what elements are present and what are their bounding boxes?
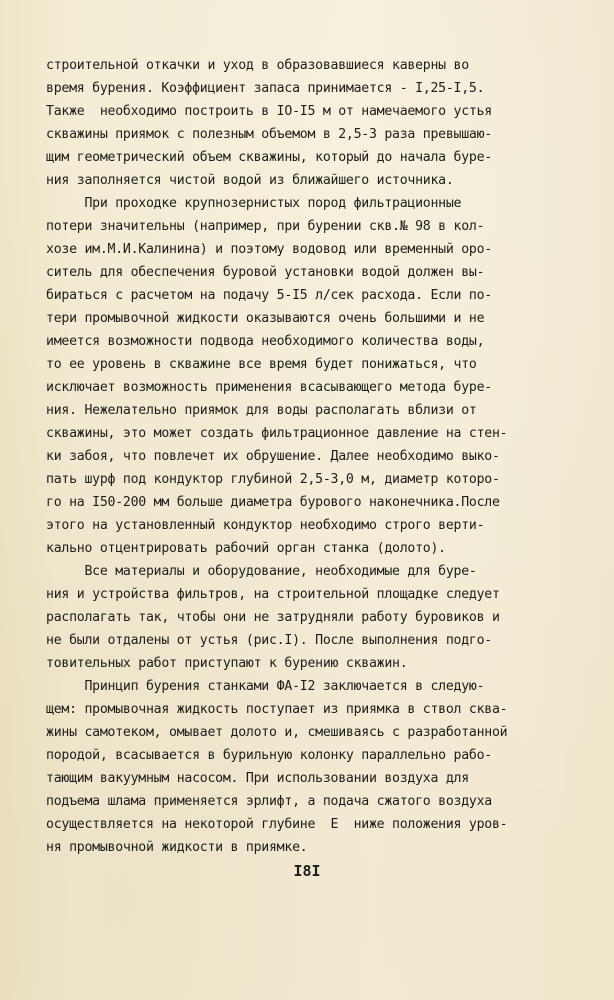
text-line: Принцип бурения станками ФА-I2 заключается в следую- (46, 679, 485, 694)
text-line: время бурения. Коэффициент запаса принимается - I,25-I,5. (46, 81, 485, 96)
text-line: скважины приямок с полезным объемом в 2,5-3 раза превышаю- (46, 127, 492, 142)
text-line: подъема шлама применяется эрлифт, а подача сжатого воздуха (46, 794, 492, 809)
text-line: строительной откачки и уход в образовавшиеся каверны во (46, 58, 469, 73)
text-line: имеется возможности подвода необходимого количества воды, (46, 334, 485, 349)
text-line: При проходке крупнозернистых пород фильтрационные (46, 196, 462, 211)
text-line: ки забоя, что повлечет их обрушение. Далее необходимо выко- (46, 449, 500, 464)
text-line: ния и устройства фильтров, на строительной площадке следует (46, 587, 500, 602)
text-line: потери значительны (например, при бурении скв.№ 98 в кол- (46, 219, 485, 234)
text-line: го на I50-200 мм больше диаметра бурового наконечника.После (46, 495, 500, 510)
text-line: пать шурф под кондуктор глубиной 2,5-3,0 м, диаметр которо- (46, 472, 500, 487)
text-line: товительных работ приступают к бурению скважин. (46, 656, 408, 671)
paragraph-2 (46, 192, 534, 560)
text-line: ния. Нежелательно приямок для воды располагать вблизи от (46, 403, 477, 418)
paragraph-1 (46, 54, 534, 192)
text-line: хозе им.М.И.Калинина) и поэтому водовод или временный оро- (46, 242, 492, 257)
text-line: располагать так, чтобы они не затрудняли работу буровиков и (46, 610, 500, 625)
body-text (46, 54, 534, 859)
text-line: ня промывочной жидкости в приямке. (46, 840, 308, 855)
paragraph-4 (46, 675, 534, 859)
text-line: щим геометрический объем скважины, который до начала буре- (46, 150, 492, 165)
text-line: скважины, это может создать фильтрационное давление на стен- (46, 426, 508, 441)
text-line: не были отдалены от устья (рис.I). После выполнения подго- (46, 633, 492, 648)
text-line: щем: промывочная жидкость поступает из приямка в ствол сква- (46, 702, 508, 717)
text-line: Все материалы и оборудование, необходимые для буре- (46, 564, 477, 579)
text-line: тающим вакуумным насосом. При использовании воздуха для (46, 771, 469, 786)
text-line: породой, всасывается в бурильную колонку параллельно рабо- (46, 748, 492, 763)
paragraph-3 (46, 560, 534, 675)
text-line: исключает возможность применения всасывающего метода буре- (46, 380, 492, 395)
text-line: Также необходимо построить в IO-I5 м от намечаемого устья (46, 104, 492, 119)
page-number: I8I (293, 862, 321, 880)
text-line: кально отцентрировать рабочий орган станка (долото). (46, 541, 446, 556)
text-line: то ее уровень в скважине все время будет понижаться, что (46, 357, 477, 372)
text-line: бираться с расчетом на подачу 5-I5 л/сек расхода. Если по- (46, 288, 492, 303)
text-line: жины самотеком, омывает долото и, смешиваясь с разработанной (46, 725, 508, 740)
text-line: осуществляется на некоторой глубине E ниже положения уров- (46, 817, 508, 832)
text-line: ситель для обеспечения буровой установки водой должен вы- (46, 265, 485, 280)
text-line: тери промывочной жидкости оказываются очень большими и не (46, 311, 485, 326)
text-line: ния заполняется чистой водой из ближайшего источника. (46, 173, 454, 188)
text-line: этого на установленный кондуктор необходимо строго верти- (46, 518, 485, 533)
